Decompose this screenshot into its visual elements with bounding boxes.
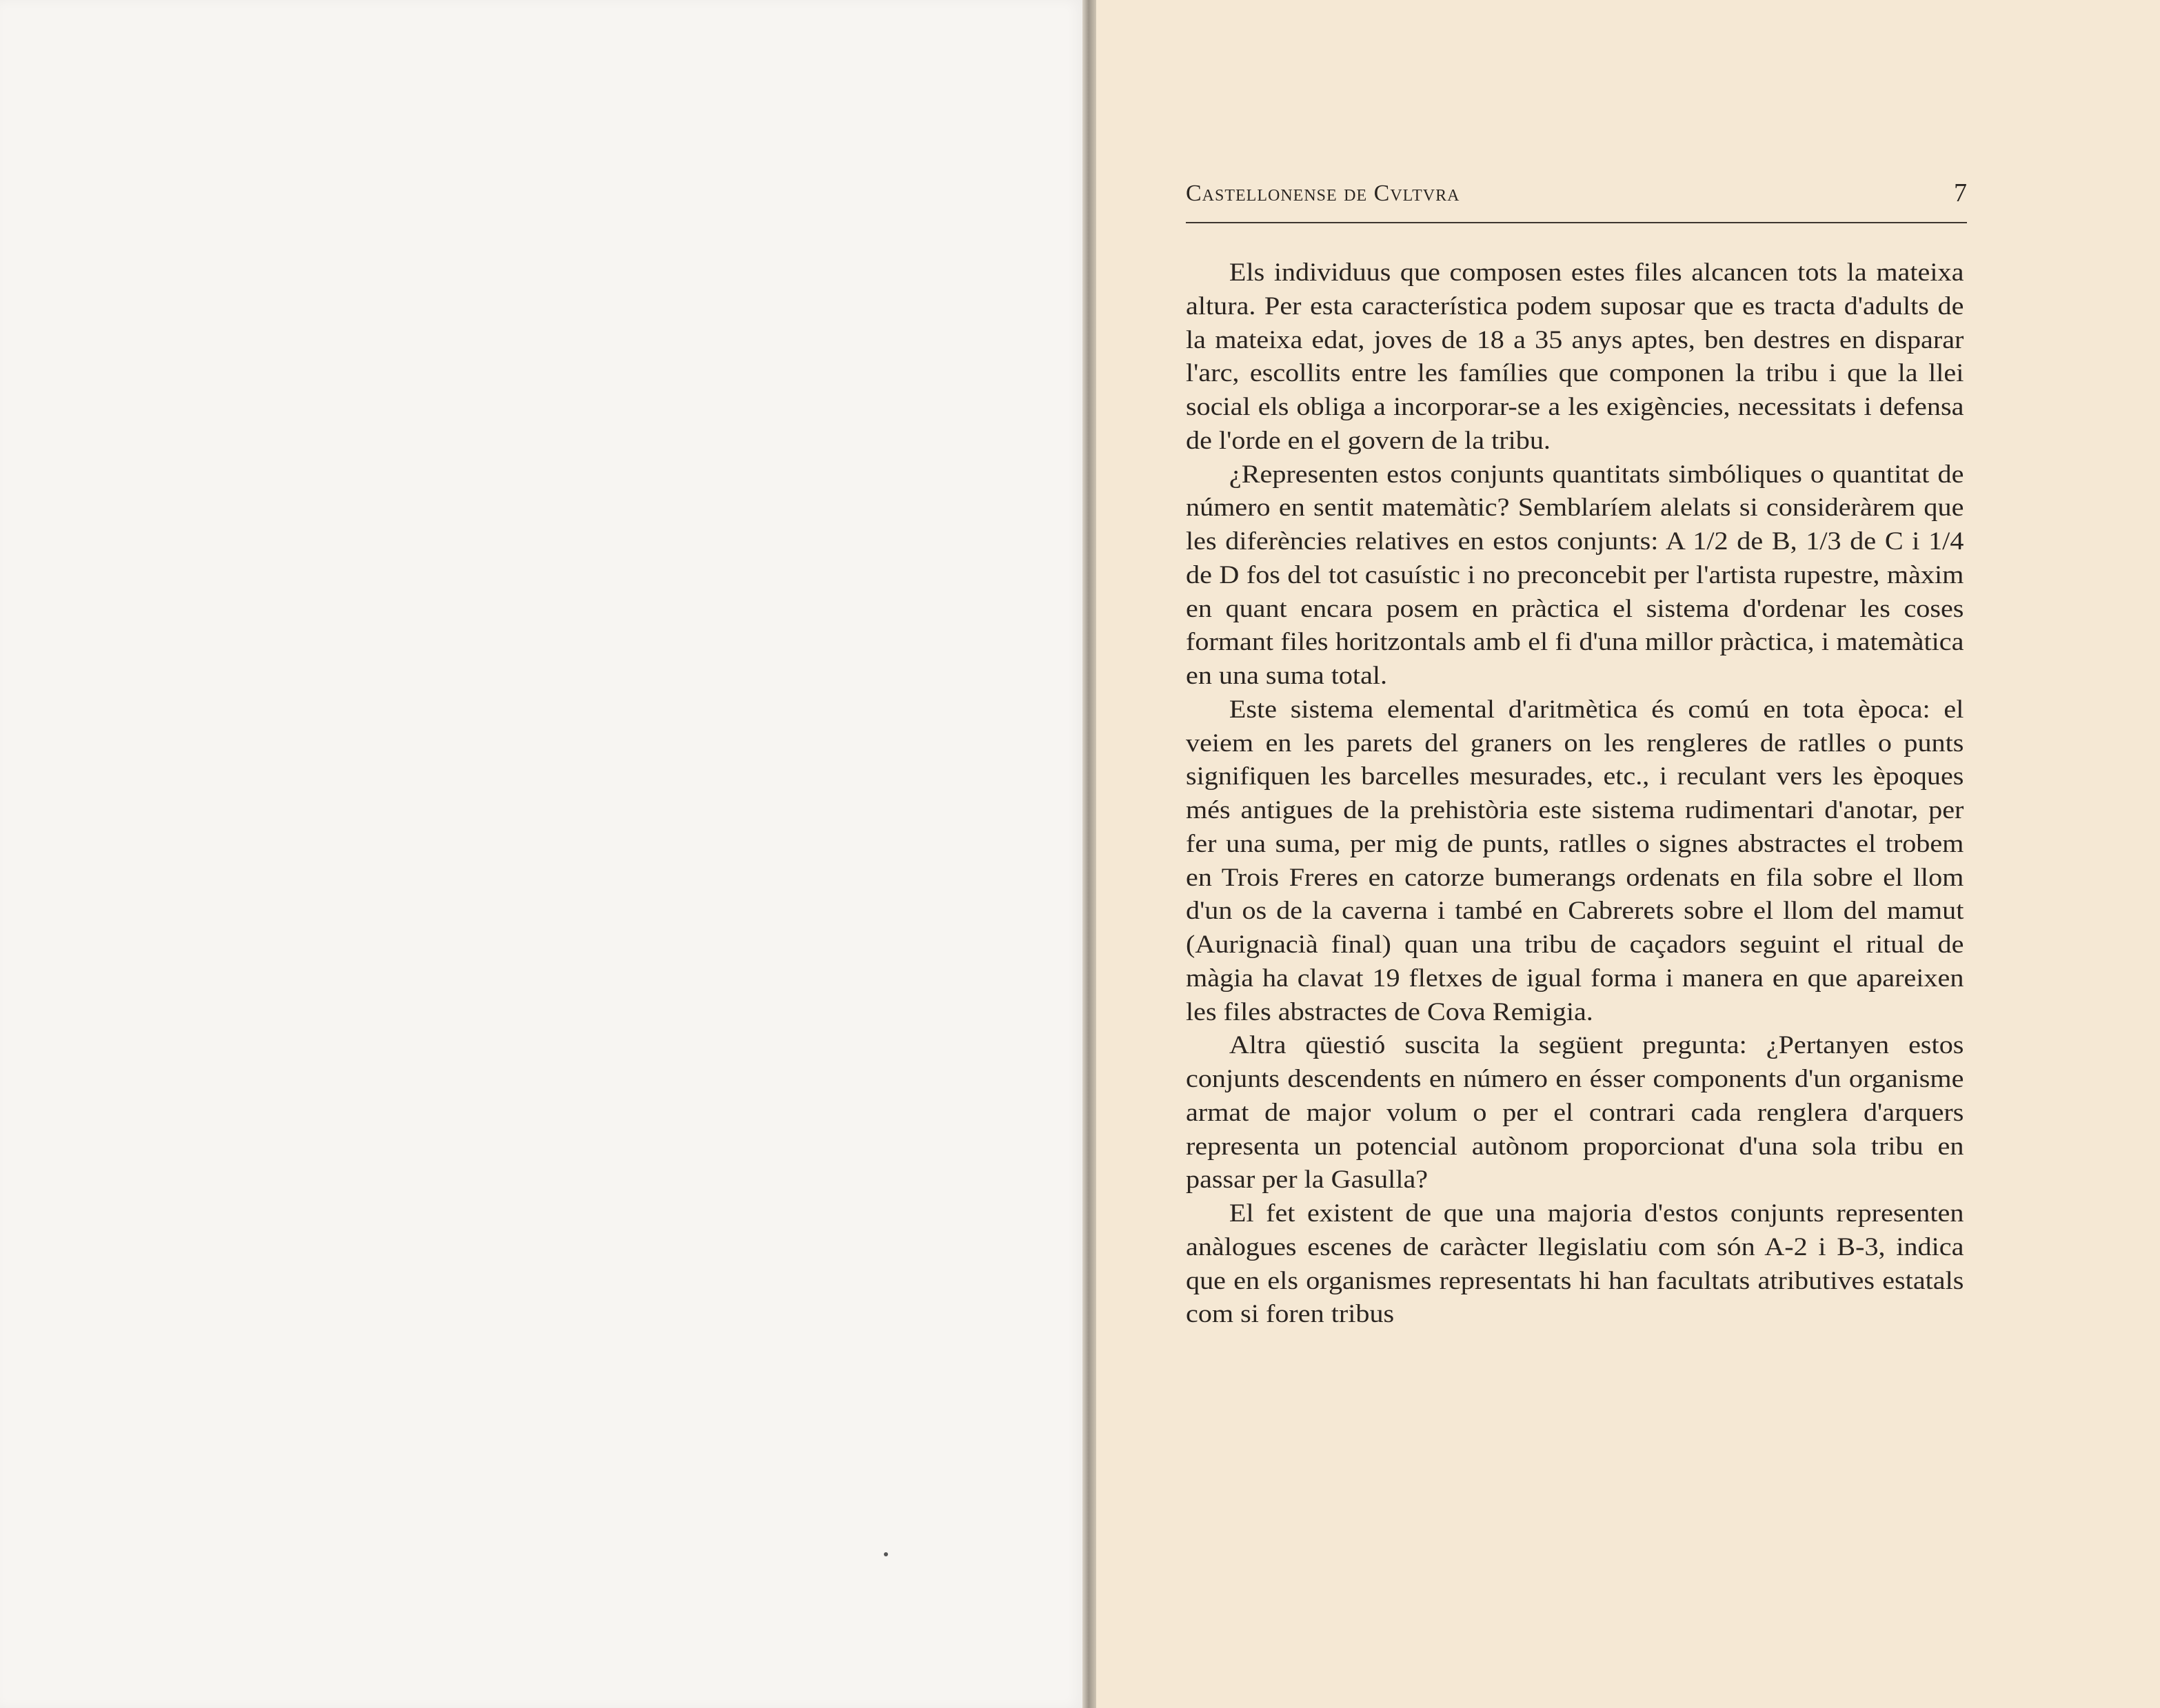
book-gutter: [1082, 0, 1096, 1708]
page-number: 7: [1954, 179, 1967, 207]
paragraph: ¿Representen estos conjunts quantitats simbóliques o quantitat de número en sentit matemàtic? Semblaríem alelats si consideràrem que les diferències relatives en estos conjunts: A 1/2 de B, 1/3 de C i 1/4 de D fos del tot casuístic i no preconcebit per l'artista rupestre, màxim en quant encara posem en pràctica el sistema d'ordenar les coses formant files horitzontals amb el fi d'una millor pràctica, i matemàtica en una suma total.: [1186, 460, 1964, 690]
paragraph: Altra qüestió suscita la següent pregunta: ¿Pertanyen estos conjunts descendents en número en ésser components d'un organisme armat de major volum o per el contrari cada renglera d'arquers representa un potencial autònom proporcionat d'una sola tribu en passar per la Gasulla?: [1186, 1031, 1964, 1194]
running-head-title: Castellonense de Cvltvra: [1186, 181, 1460, 206]
paper-speck: [884, 1552, 888, 1556]
right-page: [1096, 0, 2160, 1708]
body-text: [1186, 256, 1964, 1332]
paragraph: Els individuus que composen estes files alcancen tots la mateixa altura. Per esta característica podem suposar que es tracta d'adults de la mateixa edat, joves de 18 a 35 anys aptes, ben destres en disparar l'arc, escollits entre les famílies que componen la tribu i que la llei social els obliga a incorporar-se a les exigències, necessitats i defensa de l'orde en el govern de la tribu.: [1186, 258, 1964, 455]
paragraph: El fet existent de que una majoria d'estos conjunts representen anàlogues escenes de caràcter llegislatiu com són A-2 i B-3, indica que en els organismes representats hi han facultats atributives estatals com si foren tribus: [1186, 1199, 1964, 1329]
paragraph: Este sistema elemental d'aritmètica és comú en tota època: el veiem en les parets del graners on les rengleres de ratlles o punts signifiquen les barcelles mesurades, etc., i reculant vers les èpoques més antigues de la prehistòria este sistema rudimentari d'anotar, per fer una suma, per mig de punts, ratlles o signes abstractes el trobem en Trois Freres en catorze bumerangs ordenats en fila sobre el llom d'un os de la caverna i també en Cabrerets sobre el llom del mamut (Aurignacià final) quan una tribu de caçadors seguint el ritual de màgia ha clavat 19 fletxes de igual forma i manera en que apareixen les files abstractes de Cova Remigia.: [1186, 695, 1964, 1026]
header-rule: [1186, 222, 1967, 223]
running-head: [1186, 181, 1967, 221]
